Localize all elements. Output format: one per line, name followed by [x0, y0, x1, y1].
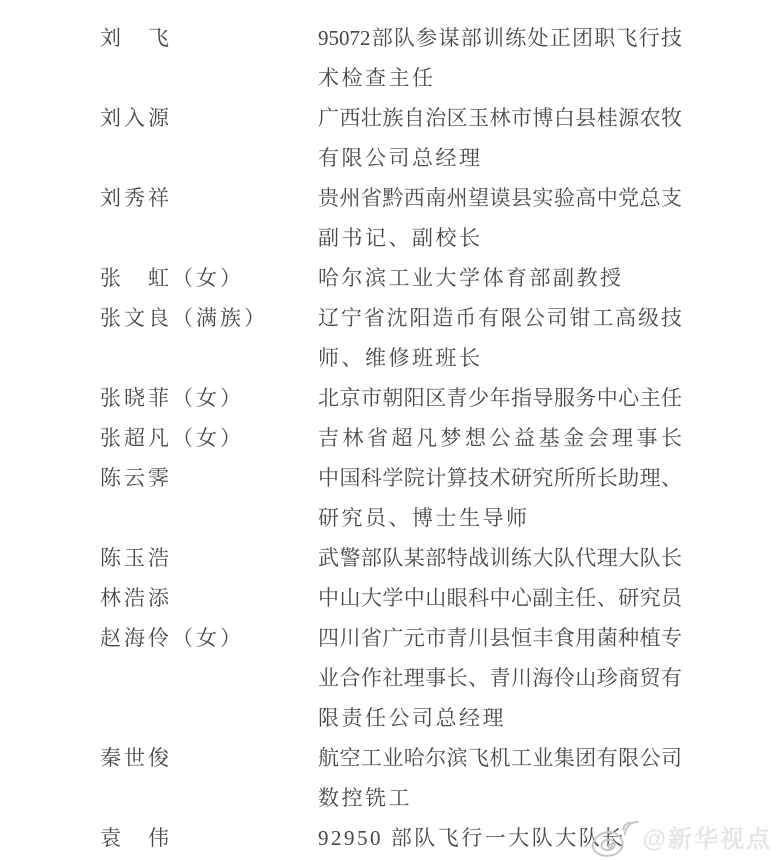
person-position — [318, 258, 682, 298]
watermark-handle: @新华视点 — [642, 825, 772, 853]
person-position — [318, 458, 682, 538]
person-position — [318, 738, 682, 818]
position-line: 吉 林 省 超 凡 梦 想 公 益 基 金 会 理 事 长 — [318, 426, 682, 450]
list-item — [100, 458, 682, 538]
list-item — [100, 738, 682, 818]
person-name: 刘 飞 — [100, 26, 172, 50]
position-line: 限责任公司总经理 — [318, 706, 506, 730]
position-line: 中 山 大 学 中 山 眼 科 中 心 副 主 任 、 研 究 员 — [318, 586, 682, 610]
position-line: 95072 部 队 参 谋 部 训 练 处 正 团 职 飞 行 技 — [318, 26, 682, 50]
list-item — [100, 418, 682, 458]
position-line: 辽 宁 省 沈 阳 造 币 有 限 公 司 钳 工 高 级 技 — [318, 306, 682, 330]
person-position — [318, 18, 682, 98]
position-line: 数控铣工 — [318, 786, 412, 810]
person-position — [318, 298, 682, 378]
position-line: 业 合 作 社 理 事 长 、 青 川 海 伶 山 珍 商 贸 有 — [318, 666, 682, 690]
person-name: 张超凡（女） — [100, 426, 244, 450]
name-position-list — [100, 18, 682, 858]
person-name: 刘入源 — [100, 106, 172, 130]
person-name: 陈云霁 — [100, 466, 172, 490]
person-position — [318, 618, 682, 738]
list-item — [100, 18, 682, 98]
position-line: 研究员、博士生导师 — [318, 506, 530, 530]
person-position — [318, 178, 682, 258]
person-position — [318, 578, 682, 618]
list-item — [100, 378, 682, 418]
position-line: 中 国 科 学 院 计 算 技 术 研 究 所 所 长 助 理 、 — [318, 466, 682, 490]
person-name: 袁 伟 — [100, 826, 172, 850]
person-position — [318, 378, 682, 418]
position-line: 四 川 省 广 元 市 青 川 县 恒 丰 食 用 菌 种 植 专 — [318, 626, 682, 650]
position-line: 师、维修班班长 — [318, 346, 483, 370]
list-item — [100, 578, 682, 618]
person-name: 张晓菲（女） — [100, 386, 244, 410]
person-position — [318, 98, 682, 178]
list-item — [100, 298, 682, 378]
position-line: 术检查主任 — [318, 66, 436, 90]
position-line: 有限公司总经理 — [318, 146, 483, 170]
position-line: 航 空 工 业 哈 尔 滨 飞 机 工 业 集 团 有 限 公 司 — [318, 746, 682, 770]
list-item — [100, 98, 682, 178]
person-name: 赵海伶（女） — [100, 626, 244, 650]
position-line: 贵 州 省 黔 西 南 州 望 谟 县 实 验 高 中 党 总 支 — [318, 186, 682, 210]
person-name: 张文良（满族） — [100, 306, 268, 330]
weibo-icon — [589, 814, 639, 858]
position-line: 北 京 市 朝 阳 区 青 少 年 指 导 服 务 中 心 主 任 — [318, 386, 682, 410]
position-line: 副书记、副校长 — [318, 226, 483, 250]
person-position — [318, 418, 682, 458]
list-item — [100, 538, 682, 578]
weibo-watermark — [589, 814, 772, 858]
list-item — [100, 258, 682, 298]
position-line: 哈尔滨工业大学体育部副教授 — [318, 266, 624, 290]
position-line: 武 警 部 队 某 部 特 战 训 练 大 队 代 理 大 队 长 — [318, 546, 682, 570]
person-name: 张 虹（女） — [100, 266, 244, 290]
list-item — [100, 618, 682, 738]
position-line: 92950 部队飞行一大队大队长 — [318, 826, 626, 850]
person-name: 秦世俊 — [100, 746, 172, 770]
list-item — [100, 178, 682, 258]
person-position — [318, 538, 682, 578]
person-name: 刘秀祥 — [100, 186, 172, 210]
position-line: 广 西 壮 族 自 治 区 玉 林 市 博 白 县 桂 源 农 牧 — [318, 106, 682, 130]
person-name: 陈玉浩 — [100, 546, 172, 570]
person-name: 林浩添 — [100, 586, 172, 610]
